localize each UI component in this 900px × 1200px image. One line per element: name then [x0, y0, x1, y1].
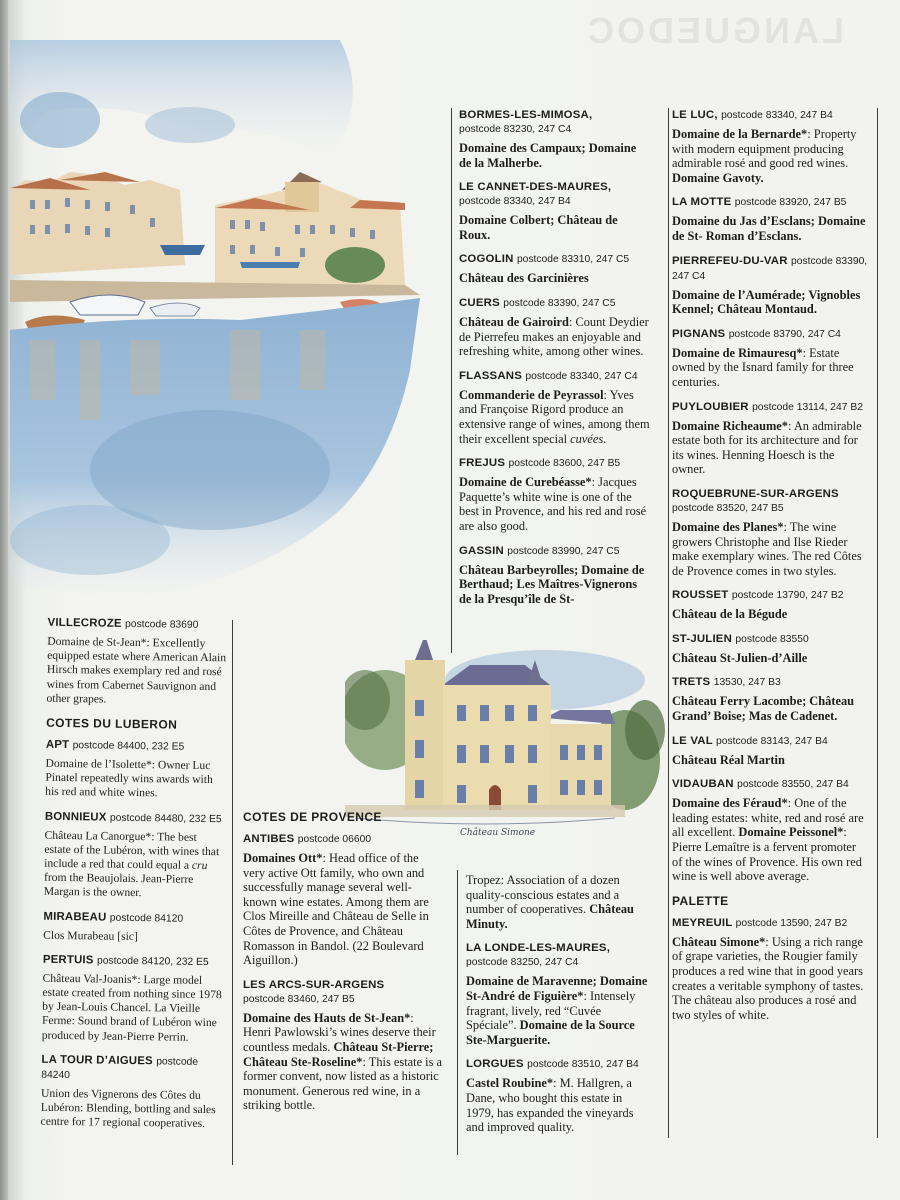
column-rule-1	[232, 620, 233, 1165]
estate-description: Domaine Colbert; Château de Roux.	[459, 213, 618, 242]
wine-entry	[672, 108, 868, 185]
section-heading: COTES DE PROVENCE	[243, 810, 382, 824]
column-rule-3	[668, 108, 669, 1138]
place-name	[672, 916, 868, 931]
place-name	[466, 1057, 652, 1072]
postcode: postcode 84240	[41, 1056, 199, 1081]
wine-entry	[672, 195, 868, 243]
postcode: postcode 83250, 247 C4	[466, 957, 579, 969]
postcode: postcode 83510, 247 B4	[527, 1059, 639, 1071]
column-tropez-lorgues	[466, 873, 652, 1145]
place-title: ST-JULIEN	[672, 632, 733, 645]
estate-description: Château Réal Martin	[672, 752, 785, 767]
place-title: PUYLOUBIER	[672, 400, 749, 413]
wine-entry	[45, 738, 226, 802]
wine-entry	[243, 832, 443, 968]
place-title: COGOLIN	[459, 253, 514, 266]
postcode: postcode 13114, 247 B2	[752, 401, 863, 413]
postcode: postcode 83340, 247 B4	[459, 196, 571, 208]
wine-entry	[459, 180, 651, 242]
estate-description: Tropez: Association of a dozen quality-conscious estates and a number of cooperatives. Château Minuty.	[466, 873, 634, 931]
wine-entry	[672, 734, 868, 768]
estate-description: Domaine Richeaume*: An admirable estate both for its architecture and for its wines. Henning Hoesch is the owner.	[672, 418, 862, 477]
estate-description: Domaine des Hauts de St-Jean*: Henri Pawlowski’s wines deserve their countless medals. Château St-Pierre; Château Ste-Roseline*: This estate is a former convent, now listed as a historic monument. Generous red wine, in a striking bottle.	[243, 1010, 443, 1113]
estate-description: Château La Canorgue*: The best estate of the Lubéron, with wines that include a red that could equal a cru from the Beaujolais. Jean-Pierre Margan is the owner.	[43, 828, 220, 900]
place-title: BORMES-LES-MIMOSA,	[459, 109, 593, 121]
place-title: BONNIEUX	[44, 810, 107, 824]
place-title: TRETS	[672, 676, 711, 689]
place-title: ANTIBES	[243, 833, 295, 845]
place-name	[672, 254, 868, 284]
postcode: postcode 13590, 247 B2	[735, 917, 848, 929]
harbour-watercolor-illustration	[10, 40, 450, 610]
place-name	[672, 195, 868, 210]
place-name	[672, 588, 868, 603]
place-title: APT	[45, 738, 70, 752]
estate-description: Château Barbeyrolles; Domaine de Berthaud; Les Maîtres-Vignerons de la Presqu’île de St-	[459, 562, 645, 606]
postcode: postcode 83340, 247 C4	[525, 370, 638, 382]
place-name	[43, 953, 223, 971]
postcode: postcode 83310, 247 C5	[516, 254, 630, 266]
place-name	[46, 738, 226, 756]
place-name	[43, 909, 223, 927]
wine-entry	[672, 632, 868, 666]
postcode: postcode 83600, 247 B5	[508, 458, 621, 470]
place-title: GASSIN	[459, 544, 504, 557]
estate-description: Domaine des Planes*: The wine growers Christophe and Ilse Rieder make exemplary wines. The red Côtes de Provence comes in two styles.	[672, 519, 862, 578]
place-name	[459, 180, 651, 195]
place-name	[459, 296, 651, 311]
estate-description: Domaine de Rimauresq*: Estate owned by the Isnard family for three centuries.	[672, 345, 854, 389]
wine-entry	[459, 296, 651, 359]
wine-entry	[672, 487, 868, 578]
place-name	[243, 978, 443, 993]
illustration-caption: Château Simone	[460, 828, 536, 838]
place-title: FREJUS	[459, 457, 506, 470]
place-title: LE VAL	[672, 734, 713, 747]
place-title: MIRABEAU	[43, 910, 107, 924]
section-heading: PALETTE	[672, 893, 729, 908]
estate-description: Château de Gairoird: Count Deydier de Pierrefeu makes an enjoyable and refreshing white, among other wines.	[459, 314, 649, 359]
place-name	[672, 734, 868, 749]
place-name	[672, 675, 868, 690]
estate-description: Domaines Ott*: Head office of the very active Ott family, who own and successfully manage several well-known wine estates. Among them are Clos Mireille and Château de Selle in Côtes de Provence, and Château Romasson in Bandol. (22 Boulevard Aiguillon.)	[243, 851, 429, 968]
postcode: postcode 84480, 232 E5	[109, 812, 222, 825]
column-bormes-gassin	[459, 108, 651, 616]
estate-description: Commanderie de Peyrassol: Yves and Françoise Rigord produce an extensive range of wines, among them their excellent special cuvées.	[459, 387, 650, 446]
place-name	[672, 487, 868, 502]
section-heading: COTES DU LUBERON	[46, 715, 178, 732]
postcode: postcode 83990, 247 C5	[507, 545, 620, 557]
wine-entry	[459, 108, 651, 170]
wine-entry	[466, 1057, 652, 1134]
wine-entry	[243, 978, 443, 1113]
wine-entry	[459, 252, 651, 286]
wine-entry	[44, 809, 225, 902]
postcode: postcode 83920, 247 B5	[734, 197, 847, 209]
place-title: LA TOUR D’AIGUES	[41, 1053, 153, 1068]
place-title: LES ARCS-SUR-ARGENS	[243, 978, 385, 991]
column-rule-5	[457, 870, 458, 1155]
estate-description: Château Simone*: Using a rich range of grape varieties, the Rougier family produces a red wine that in good years creates a veritable symphony of tastes. The château also produces a rosé and two styles of white.	[672, 934, 864, 1022]
column-rule-2	[451, 108, 452, 653]
place-title: LA MOTTE	[672, 196, 732, 209]
estate-description: Château des Garcinières	[459, 271, 589, 286]
place-name	[459, 456, 651, 471]
wine-entry	[672, 916, 868, 1023]
place-title: ROQUEBRUNE-SUR-ARGENS	[672, 487, 839, 500]
wine-entry	[672, 588, 868, 622]
estate-description: Clos Murabeau [sic]	[43, 928, 138, 943]
estate-description: Domaine de St-Jean*: Excellently equipped estate where American Alain Hirsch makes exemplary red and rosé wines from Cabernet Sauvignon and other grapes.	[46, 634, 227, 706]
place-name	[466, 941, 652, 956]
estate-description: Château Ferry Lacombe; Château Grand’ Boise; Mas de Cadenet.	[672, 694, 855, 724]
place-title: FLASSANS	[459, 369, 522, 382]
wine-entry	[672, 777, 868, 884]
place-title: VIDAUBAN	[672, 778, 734, 791]
place-name	[41, 1053, 221, 1086]
estate-description: Château de la Bégude	[672, 607, 788, 622]
place-name	[459, 252, 651, 267]
place-title: PIGNANS	[672, 327, 726, 340]
wine-entry	[46, 616, 227, 709]
estate-description: Domaine de l’Aumérade; Vignobles Kennel; Château Montaud.	[672, 287, 861, 317]
postcode: 13530, 247 B3	[713, 677, 781, 689]
wine-entry	[672, 675, 868, 723]
postcode: postcode 83520, 247 B5	[672, 502, 784, 514]
postcode: postcode 13790, 247 B2	[731, 590, 844, 602]
reverse-page-heading: LANGUEDOC	[585, 10, 844, 51]
postcode: postcode 84120, 232 E5	[96, 955, 209, 968]
wine-entry	[466, 941, 652, 1047]
estate-description: Domaine du Jas d’Esclans; Domaine de St- Roman d’Esclans.	[672, 214, 866, 243]
postcode: postcode 83390, 247 C4	[672, 255, 868, 282]
place-name	[672, 327, 868, 342]
place-title: CUERS	[459, 296, 500, 309]
estate-description: Domaine de la Bernarde*: Property with modern equipment producing admirable rosé and good red wines. Domaine Gavoty.	[672, 127, 857, 185]
estate-description: Domaine de Curebéasse*: Jacques Paquette’s white wine is one of the best in Provence, and his red and rosé are also good.	[459, 475, 647, 533]
place-title: LORGUES	[466, 1058, 524, 1071]
postcode: postcode 83690	[125, 618, 199, 631]
estate-description: Château St-Julien-d’Aille	[672, 650, 808, 665]
estate-description: Domaine de Maravenne; Domaine St-André de Figuière*: Intensely fragrant, lively, red “Cuvée Spéciale”. Domaine de la Source Ste-Marguerite.	[466, 974, 648, 1047]
wine-entry	[40, 1053, 221, 1132]
estate-description: Domaine de l’Isolette*: Owner Luc Pinatel repeatedly wins awards with his red and white wines.	[45, 756, 213, 800]
place-name	[672, 108, 868, 123]
wine-entry	[672, 327, 868, 390]
wine-entry	[459, 456, 651, 533]
wine-entry	[459, 544, 651, 607]
column-rule-4	[877, 108, 878, 1138]
place-title: LA LONDE-LES-MAURES,	[466, 942, 611, 955]
place-title: ROUSSET	[672, 589, 729, 602]
wine-entry	[459, 369, 651, 446]
postcode: postcode 83143, 247 B4	[716, 735, 828, 747]
wine-entry	[43, 909, 223, 945]
wine-entry	[672, 400, 868, 477]
place-title: LE LUC,	[672, 109, 718, 121]
wine-entry	[42, 953, 223, 1046]
column-villecroze-luberon	[40, 616, 227, 1142]
estate-description: Domaine des Féraud*: One of the leading estates: white, red and rosé are all excellent. Domaine Peissonel*: Pierre Lemaître is a fervent promoter of the wines of Provence. His own red wine is well above average.	[672, 796, 864, 884]
wine-entry	[466, 873, 652, 931]
postcode: postcode 83550, 247 B4	[737, 779, 849, 791]
postcode: postcode 84400, 232 E5	[72, 740, 185, 753]
estate-description: Domaine des Campaux; Domaine de la Malherbe.	[459, 141, 637, 170]
postcode: postcode 83790, 247 C4	[728, 328, 841, 340]
place-name	[459, 369, 651, 384]
place-name	[45, 809, 225, 827]
estate-description: Union des Vignerons des Côtes du Lubéron: Blending, bottling and sales centre for 17 regional cooperatives.	[40, 1086, 216, 1131]
place-title: LE CANNET-DES-MAURES,	[459, 181, 612, 194]
wine-entry	[672, 254, 868, 317]
postcode: postcode 83230, 247 C4	[459, 124, 572, 135]
column-cotes-de-provence	[243, 806, 443, 1123]
place-name	[47, 616, 227, 634]
place-name	[672, 400, 868, 415]
place-name	[459, 544, 651, 559]
postcode: postcode 83460, 247 B5	[243, 993, 355, 1005]
place-title: PIERREFEU-DU-VAR	[672, 254, 788, 267]
postcode: postcode 83340, 247 B4	[721, 110, 833, 121]
place-title: VILLECROZE	[47, 616, 122, 630]
place-title: MEYREUIL	[672, 916, 733, 929]
place-name	[243, 832, 443, 847]
column-le-luc-palette	[672, 108, 868, 1032]
place-title: PERTUIS	[42, 953, 94, 967]
place-name	[672, 632, 868, 647]
estate-description: Castel Roubine*: M. Hallgren, a Dane, who bought this estate in 1979, has expanded the vineyards and improved quality.	[466, 1076, 634, 1135]
place-name	[459, 108, 651, 123]
estate-description: Château Val-Joanis*: Large model estate created from nothing since 1978 by Jean-Louis Chancel. La Vieille Ferme: Sound brand of Lubéron wine produced by Jean-Pierre Perrin.	[41, 971, 222, 1044]
postcode: postcode 06600	[297, 834, 372, 845]
postcode: postcode 83390, 247 C5	[503, 297, 616, 309]
postcode: postcode 84120	[109, 912, 184, 925]
place-name	[672, 777, 868, 792]
postcode: postcode 83550	[735, 633, 809, 645]
